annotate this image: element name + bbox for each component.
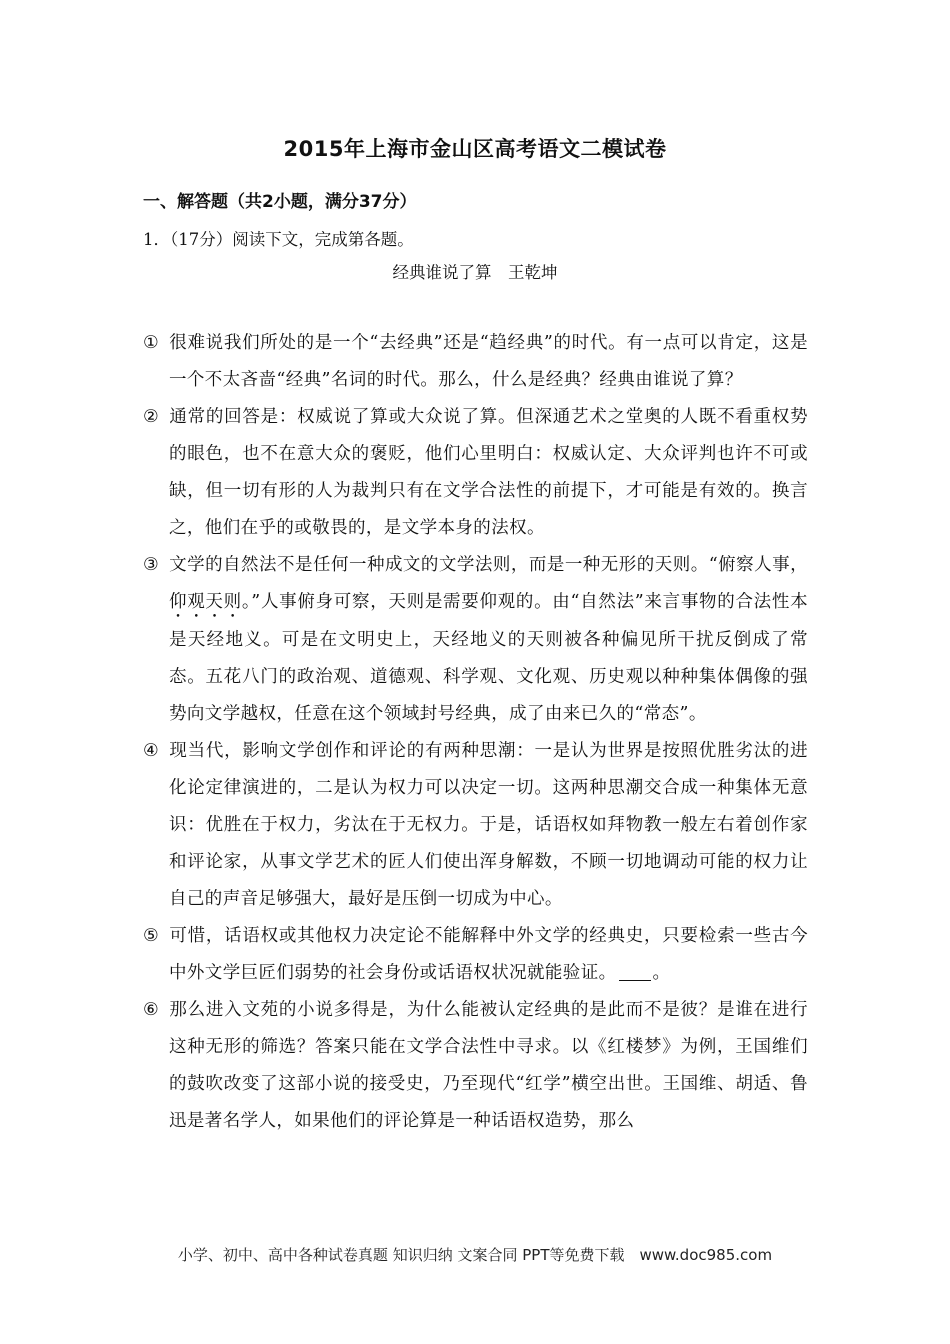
paragraph-text: 那么进入文苑的小说多得是，为什么能被认定经典的是此而不是彼？是谁在进行这种无形的筛选？答案只能在文学合法性中寻求。以《红楼梦》为例，王国维们的鼓吹改变了这部小说的接受史，乃至现代“红学”横空出世。王国维、胡适、鲁迅是著名学人，如果他们的评论算是一种话语权造势，那么 xyxy=(169,1000,808,1131)
paragraph-text-part-b: 。 xyxy=(652,963,671,983)
paragraph-5 xyxy=(143,918,808,992)
paragraph-number: ④ xyxy=(143,741,160,761)
emphasized-phrase: 仰观天则 xyxy=(169,592,242,612)
paragraph-number: ② xyxy=(143,407,160,427)
paragraph-6 xyxy=(143,992,808,1140)
section-heading: 一、解答题（共2小题，满分37分） xyxy=(143,192,417,212)
paragraph-text-part-b: 。”人事俯身可察，天则是需要仰观的。由“自然法”来言事物的合法性本是天经地义。可是在文明史上，天经地义的天则被各种偏见所干扰反倒成了常态。五花八门的政治观、道德观、科学观、文化观、历史观以种种集体偶像的强势向文学越权，任意在这个领域封号经典，成了由来已久的“常态”。 xyxy=(169,592,808,724)
paragraph-text: 现当代，影响文学创作和评论的有两种思潮：一是认为世界是按照优胜劣汰的进化论定律演进的，二是认为权力可以决定一切。这两种思潮交合成一种集体无意识：优胜在于权力，劣汰在于无权力。于是，话语权如拜物教一般左右着创作家和评论家，从事文学艺术的匠人们使出浑身解数，不顾一切地调动可能的权力让自己的声音足够强大，最好是压倒一切成为中心。 xyxy=(169,741,808,909)
paragraph-3 xyxy=(143,547,808,733)
paragraph-text: 通常的回答是：权威说了算或大众说了算。但深通艺术之堂奥的人既不看重权势的眼色，也不在意大众的褒贬，他们心里明白：权威认定、大众评判也许不可或缺，但一切有形的人为裁判只有在文学合法性的前提下，才可能是有效的。换言之，他们在乎的或敬畏的，是文学本身的法权。 xyxy=(169,407,808,538)
paragraph-1 xyxy=(143,325,808,399)
paragraph-number: ⑤ xyxy=(143,926,160,946)
paragraph-4 xyxy=(143,733,808,918)
paragraph-number: ⑥ xyxy=(143,1000,160,1020)
paragraph-number: ③ xyxy=(143,555,160,575)
question-intro: 1．（17分）阅读下文，完成第各题。 xyxy=(143,230,414,249)
article-body xyxy=(143,325,808,1140)
paragraph-text: 很难说我们所处的是一个“去经典”还是“趋经典”的时代。有一点可以肯定，这是一个不太吝啬“经典”名词的时代。那么，什么是经典？经典由谁说了算？ xyxy=(169,333,808,390)
paragraph-text-part-a: 文学的自然法不是任何一种成文的文学法则，而是一种无形的天则。“俯察人事， xyxy=(169,555,808,575)
paragraph-text-part-a: 可惜，话语权或其他权力决定论不能解释中外文学的经典史，只要检索一些古今中外文学巨匠们弱势的社会身份或话语权状况就能验证。 xyxy=(169,926,808,983)
page-footer: 小学、初中、高中各种试卷真题 知识归纳 文案合同 PPT等免费下载 www.doc985.com xyxy=(177,1246,773,1264)
page-title: 2015年上海市金山区高考语文二模试卷 xyxy=(283,137,667,161)
paragraph-number: ① xyxy=(143,333,160,353)
article-title: 经典谁说了算 王乾坤 xyxy=(392,263,558,282)
answer-blank xyxy=(619,963,651,982)
paragraph-2 xyxy=(143,399,808,547)
